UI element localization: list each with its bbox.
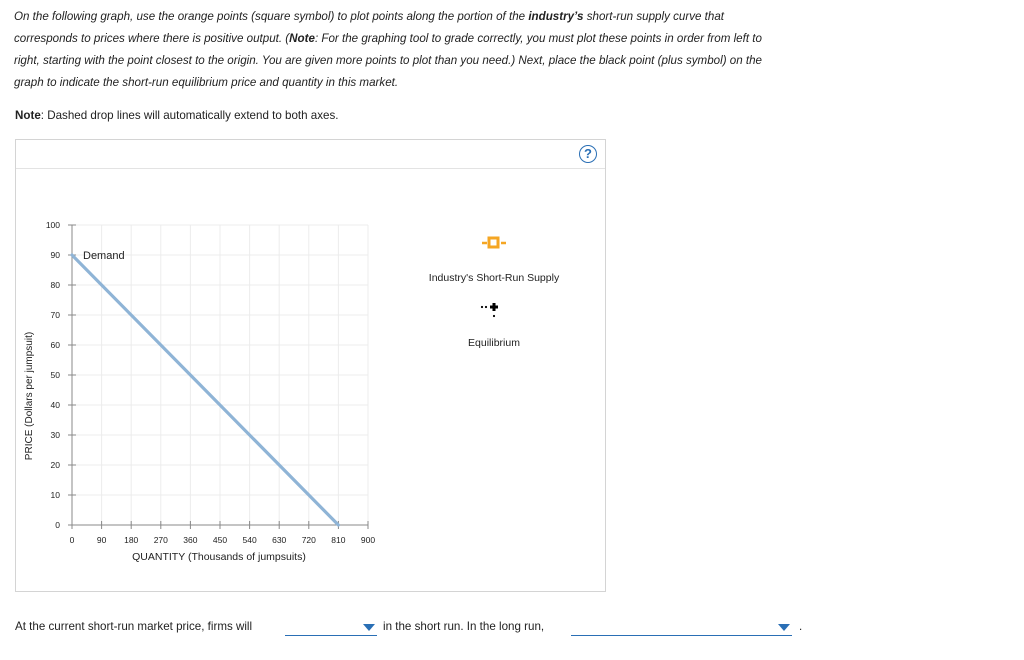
instruction-line-4: graph to indicate the short-run equilibrium price and quantity in this market. xyxy=(14,76,399,89)
chevron-down-icon xyxy=(778,624,790,631)
x-tick-label: 810 xyxy=(331,535,346,545)
dropdown-long-run[interactable] xyxy=(571,618,792,636)
equilibrium-dot-3 xyxy=(493,315,495,317)
chart-grid xyxy=(72,225,368,525)
instruction-line-3: right, starting with the point closest to the origin. You are given more points to plot than you need.) Next, place the black point (plus symbol) on the xyxy=(14,54,763,67)
instruction-line-2: corresponds to prices where there is positive output. (Note: For the graphing tool to grade correctly, you must plot these points in order from left to xyxy=(14,32,762,45)
x-tick-label: 0 xyxy=(69,535,75,545)
note-text: : Dashed drop lines will automatically extend to both axes. xyxy=(40,109,339,122)
question-part-3: . xyxy=(799,620,803,633)
instructions xyxy=(14,6,874,94)
black-plus-icon xyxy=(490,303,498,311)
x-tick-label: 360 xyxy=(183,535,198,545)
demand-label: Demand xyxy=(83,250,125,262)
x-tick-label: 630 xyxy=(272,535,287,545)
y-tick-label: 100 xyxy=(45,220,60,230)
instruction-line-1: On the following graph, use the orange points (square symbol) to plot points along the portion of the industry’s short-run supply curve that xyxy=(14,10,724,23)
note-emphasis: Note xyxy=(289,32,315,45)
graph-tool xyxy=(15,139,606,592)
demand-curve xyxy=(72,255,338,525)
note-label: Note xyxy=(15,109,41,122)
y-tick-label: 30 xyxy=(50,430,60,440)
x-tick-label: 270 xyxy=(153,535,168,545)
y-axis-title: PRICE (Dollars per jumpsuit) xyxy=(24,331,35,461)
point-palette xyxy=(429,238,560,349)
y-tick-label: 70 xyxy=(50,310,60,320)
equilibrium-dot-2 xyxy=(485,306,487,308)
supply-point-tool[interactable] xyxy=(429,238,560,284)
industry-emphasis: industry’s xyxy=(528,10,584,23)
graph-toolbar xyxy=(16,140,605,169)
equilibrium-tool-label: Equilibrium xyxy=(468,337,520,349)
y-tick-label: 10 xyxy=(50,490,60,500)
note xyxy=(15,106,339,126)
equilibrium-dot-1 xyxy=(481,306,483,308)
equilibrium-point-tool[interactable] xyxy=(468,303,520,349)
y-tick-label: 20 xyxy=(50,460,60,470)
chart-series xyxy=(72,255,338,525)
supply-tool-label: Industry's Short-Run Supply xyxy=(428,272,560,284)
x-tick-label: 90 xyxy=(96,535,107,545)
chart-svg[interactable] xyxy=(16,169,605,592)
x-tick-label: 720 xyxy=(301,535,316,545)
chevron-down-icon xyxy=(363,624,375,631)
y-tick-label: 60 xyxy=(50,340,60,350)
x-tick-label: 180 xyxy=(124,535,139,545)
question-part-2: in the short run. In the long run, xyxy=(383,620,545,633)
orange-square-icon xyxy=(489,238,498,247)
x-axis-title: QUANTITY (Thousands of jumpsuits) xyxy=(132,551,306,563)
x-tick-label: 900 xyxy=(360,535,376,545)
help-icon[interactable]: ? xyxy=(579,145,597,163)
chart-ticks xyxy=(46,220,376,545)
x-tick-label: 450 xyxy=(212,535,228,545)
y-tick-label: 40 xyxy=(50,400,60,410)
question-part-1: At the current short-run market price, firms will xyxy=(15,620,253,633)
y-tick-label: 80 xyxy=(50,280,60,290)
y-tick-label: 90 xyxy=(50,250,60,260)
x-tick-label: 540 xyxy=(242,535,257,545)
y-tick-label: 0 xyxy=(55,520,60,530)
y-tick-label: 50 xyxy=(50,370,60,380)
dropdown-short-run[interactable] xyxy=(285,618,377,636)
